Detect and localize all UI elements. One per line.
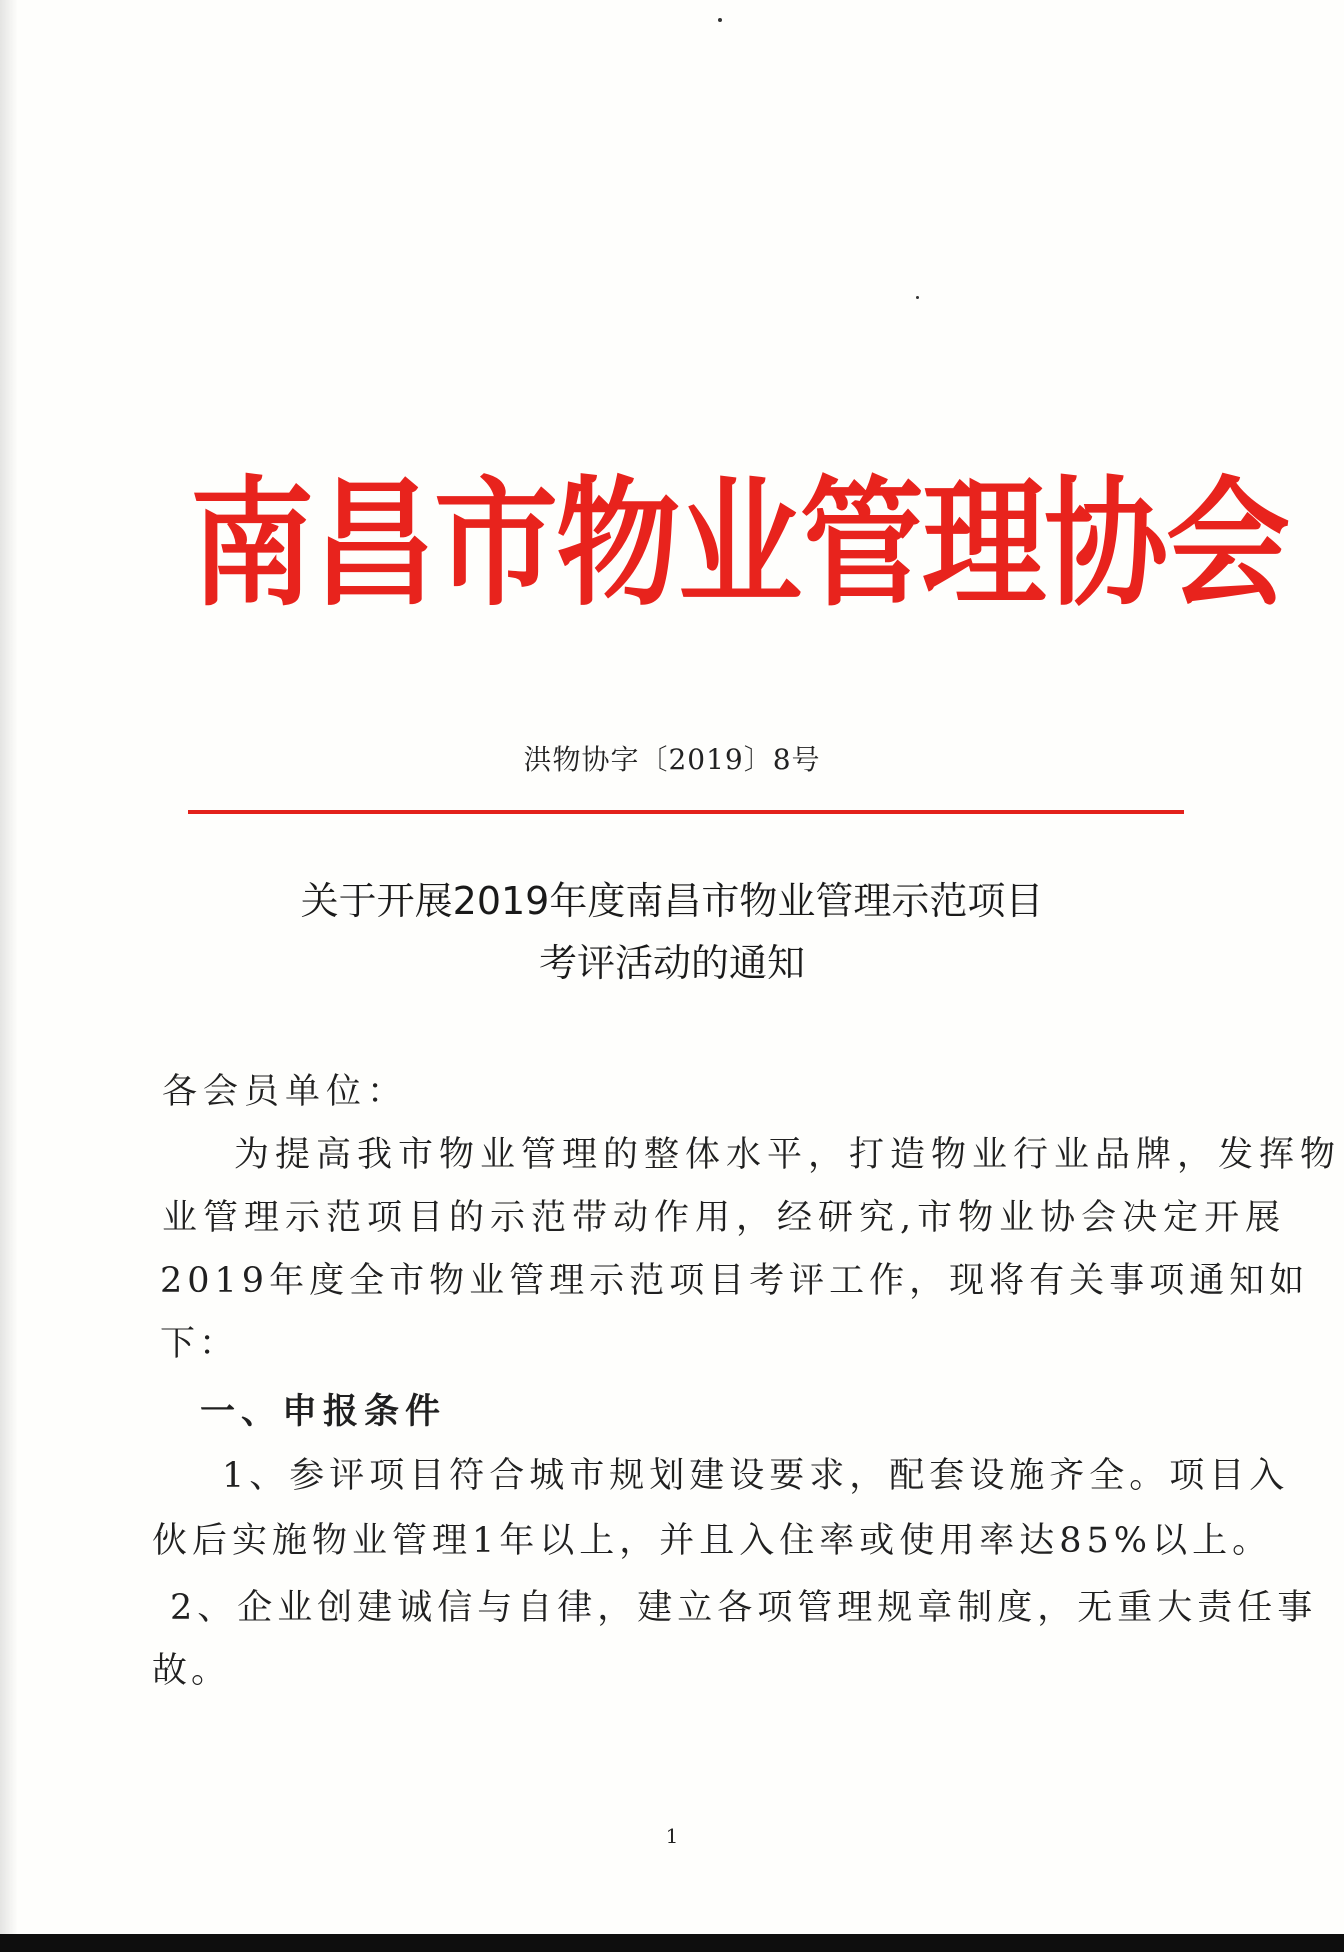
masthead-org-name: 南昌市物业管理协会 <box>190 464 1289 626</box>
salutation: 各会员单位： <box>162 1072 409 1112</box>
intro-line: 业管理示范项目的示范带动作用，经研究,市物业协会决定开展 <box>162 1198 1287 1238</box>
intro-line: 2019年度全市物业管理示范项目考评工作，现将有关事项通知如 <box>160 1261 1310 1301</box>
document-number: 洪物协字〔2019〕8号 <box>523 743 821 776</box>
scan-speck <box>916 296 919 299</box>
page-number: 1 <box>665 1824 679 1848</box>
intro-line: 为提高我市物业管理的整体水平，打造物业行业品牌，发挥物 <box>234 1135 1342 1175</box>
condition-item-2-line: 2、企业创建诚信与自律，建立各项管理规章制度，无重大责任事 <box>170 1588 1318 1628</box>
condition-item-2-line: 故。 <box>152 1651 231 1691</box>
intro-line: 下： <box>160 1324 239 1364</box>
scan-speck <box>718 18 722 22</box>
condition-item-1-line: 伙后实施物业管理1年以上，并且入住率或使用率达85%以上。 <box>152 1521 1273 1561</box>
red-divider-rule <box>188 810 1184 814</box>
notice-title-line-2: 考评活动的通知 <box>538 941 805 985</box>
scan-bottom-edge <box>0 1934 1344 1952</box>
section-heading-application-conditions: 一、申报条件 <box>200 1391 447 1432</box>
notice-title-line-1: 关于开展2019年度南昌市物业管理示范项目 <box>300 879 1044 923</box>
condition-item-1-line: 1、参评项目符合城市规划建设要求，配套设施齐全。项目入 <box>222 1456 1290 1496</box>
